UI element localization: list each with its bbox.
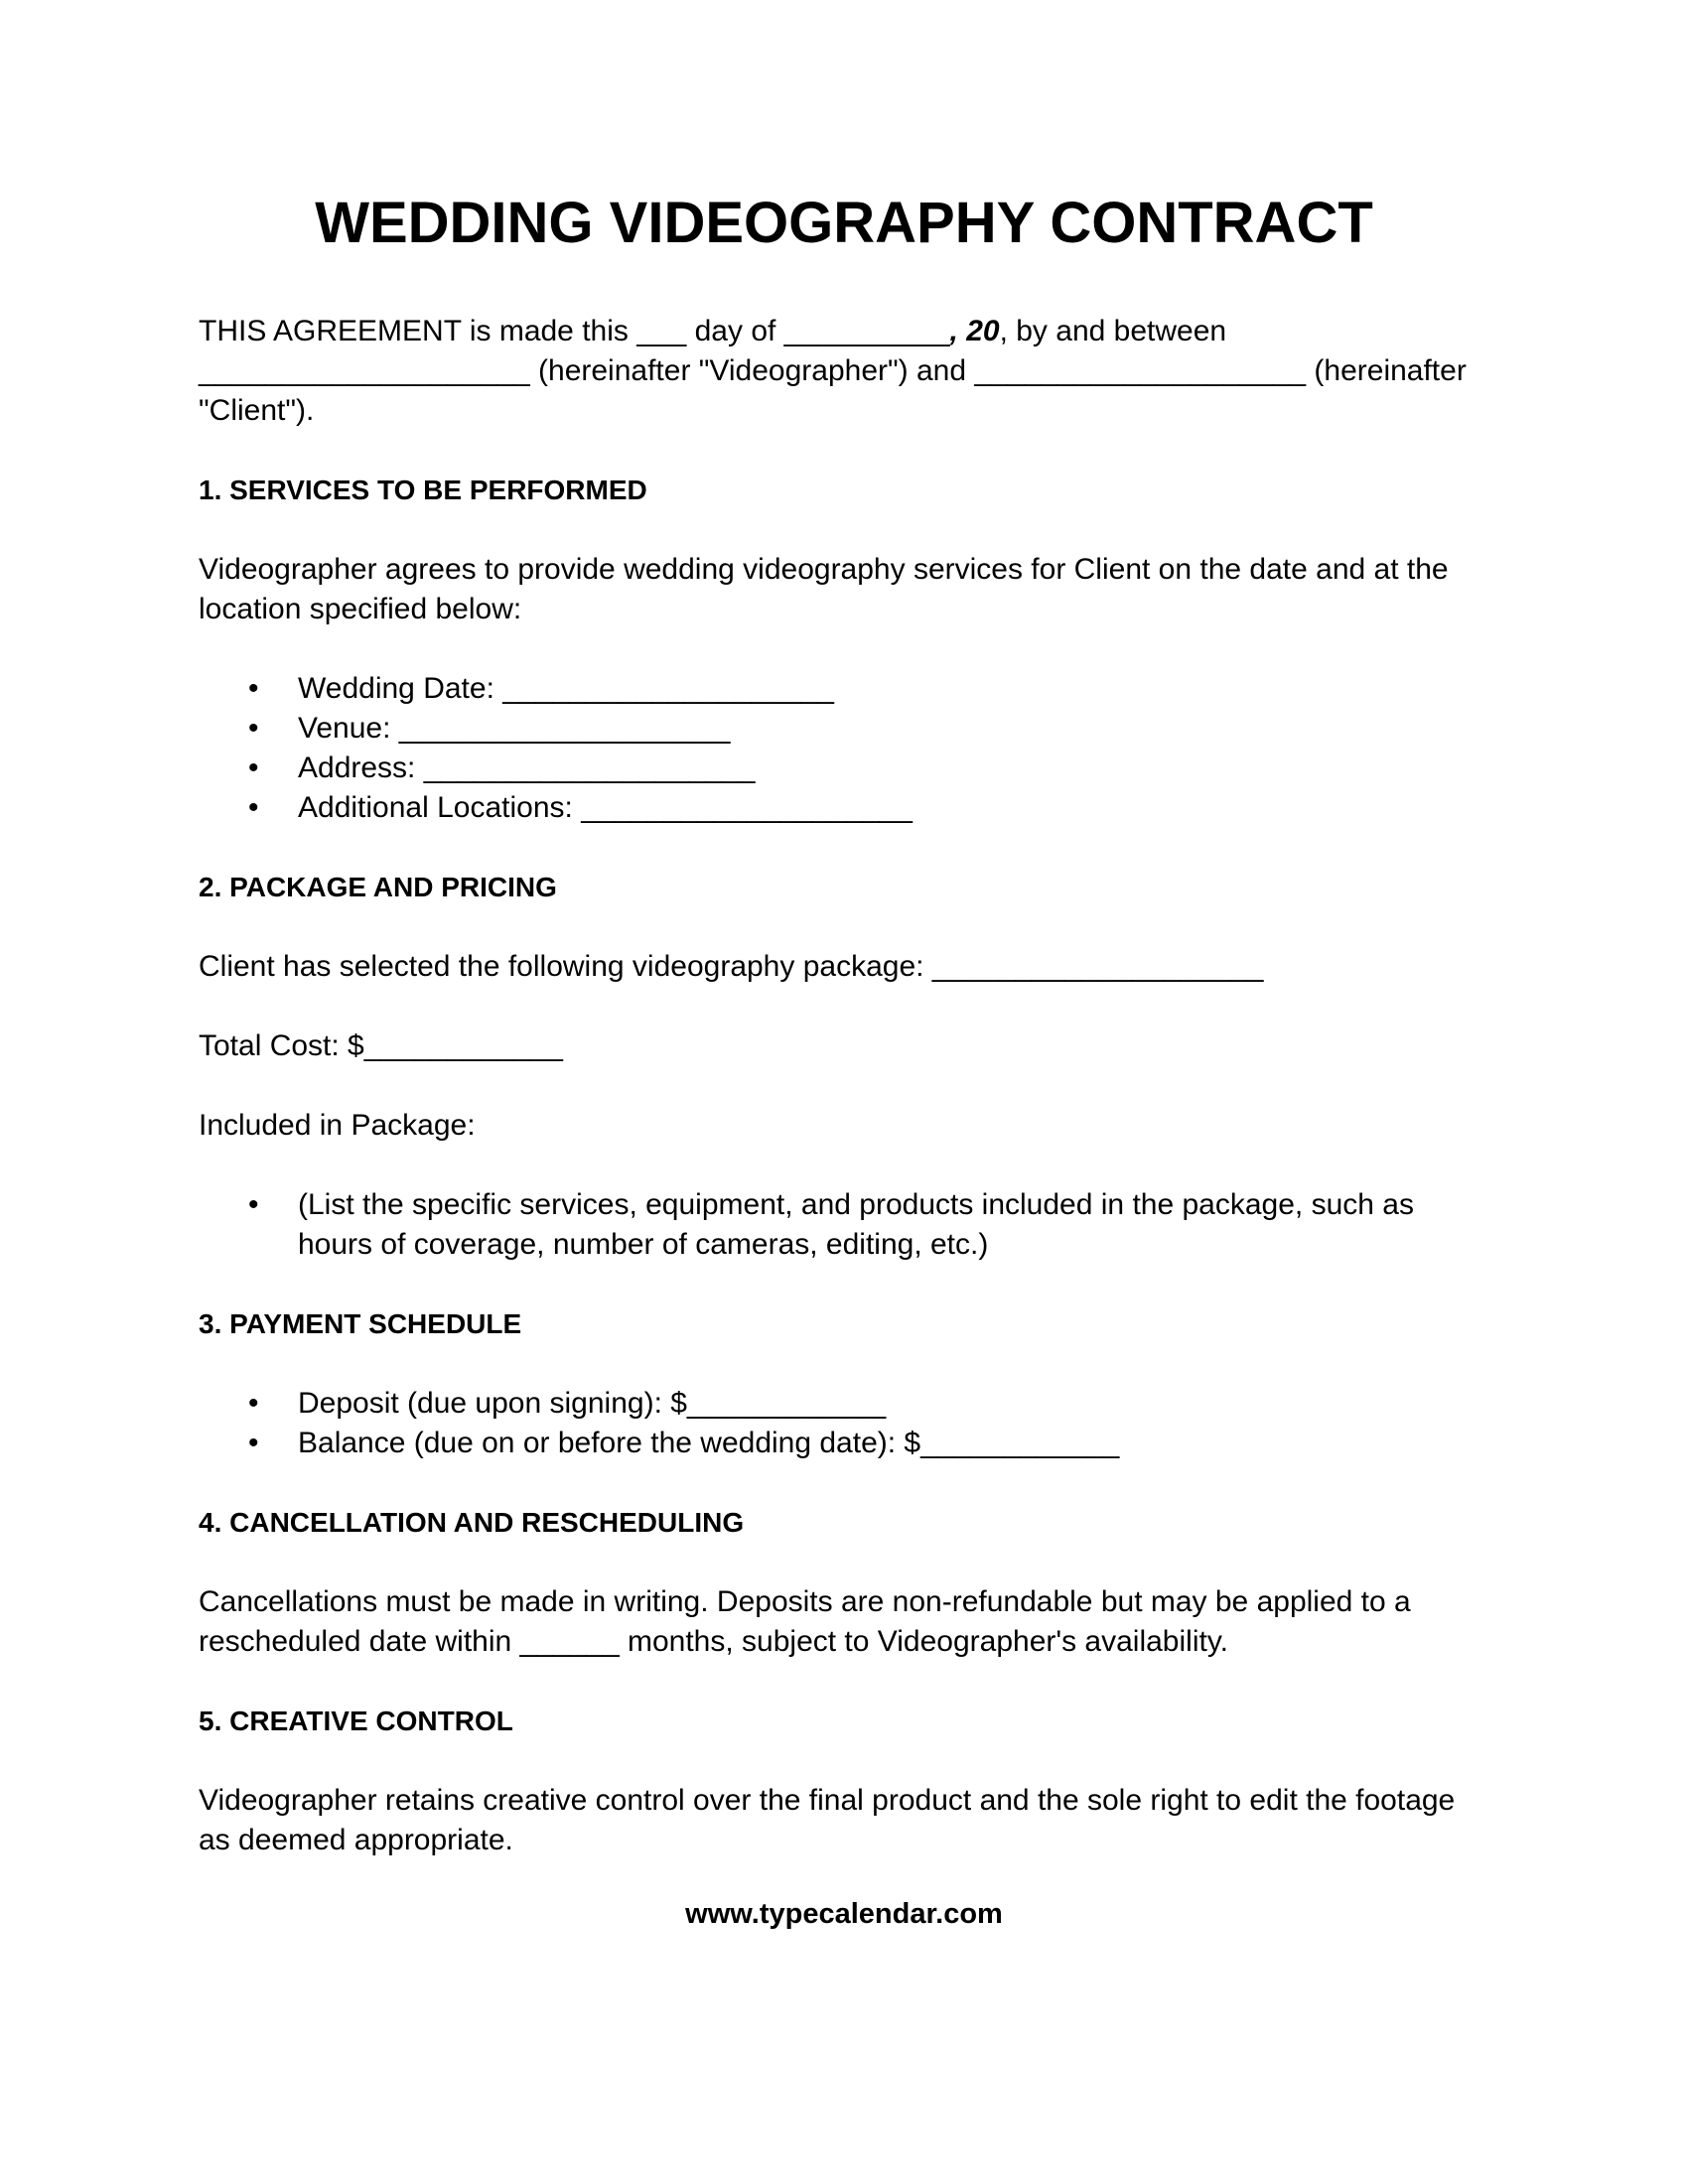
intro-text-1: THIS AGREEMENT is made this ___ day of __________ — [199, 315, 950, 347]
bullet-icon: • — [248, 1427, 259, 1459]
bullet-icon: • — [248, 712, 259, 745]
services-list — [199, 669, 1489, 828]
intro-paragraph — [199, 312, 1489, 431]
section-heading-services: 1. SERVICES TO BE PERFORMED — [199, 475, 647, 505]
bullet-icon: • — [248, 751, 259, 784]
list-item — [199, 1384, 1489, 1424]
section-heading-cancellation: 4. CANCELLATION AND RESCHEDULING — [199, 1507, 745, 1538]
included-label: Included in Package: — [199, 1109, 476, 1142]
package-items-list — [199, 1185, 1489, 1265]
package-selected-paragraph: Client has selected the following videography package: ____________________ — [199, 950, 1264, 983]
footer-url: www.typecalendar.com — [685, 1898, 1003, 1930]
total-cost-paragraph: Total Cost: $____________ — [199, 1029, 563, 1062]
section-heading-payment: 3. PAYMENT SCHEDULE — [199, 1308, 522, 1339]
list-item — [199, 1185, 1489, 1265]
cancellation-paragraph: Cancellations must be made in writing. Deposits are non-refundable but may be applied to a rescheduled date within ______ months, subject to Videographer's availability. — [199, 1585, 1411, 1658]
section-heading-creative: 5. CREATIVE CONTROL — [199, 1706, 513, 1736]
document-title: WEDDING VIDEOGRAPHY CONTRACT — [315, 191, 1373, 255]
package-items-instructions: (List the specific services, equipment, and products included in the package, such as hours of coverage, number of cameras, editing, etc.) — [298, 1188, 1414, 1261]
services-paragraph: Videographer agrees to provide wedding videography services for Client on the date and at the location specified below: — [199, 553, 1449, 625]
list-item — [199, 749, 1489, 788]
section-heading-package: 2. PACKAGE AND PRICING — [199, 872, 557, 902]
payment-list — [199, 1384, 1489, 1463]
list-item — [199, 1424, 1489, 1463]
additional-locations-field: Additional Locations: ____________________ — [298, 791, 913, 824]
creative-paragraph: Videographer retains creative control over the final product and the sole right to edit the footage as deemed appropriate. — [199, 1784, 1456, 1856]
bullet-icon: • — [248, 672, 259, 705]
address-field: Address: ____________________ — [298, 751, 756, 784]
bullet-icon: • — [248, 1188, 259, 1221]
deposit-field: Deposit (due upon signing): $____________ — [298, 1387, 887, 1420]
venue-field: Venue: ____________________ — [298, 712, 731, 745]
bullet-icon: • — [248, 1387, 259, 1420]
wedding-date-field: Wedding Date: ____________________ — [298, 672, 834, 705]
intro-year-emphasis: , 20 — [949, 315, 1000, 347]
list-item — [199, 709, 1489, 749]
document-body — [199, 312, 1489, 1900]
list-item — [199, 669, 1489, 709]
balance-field: Balance (due on or before the wedding date): $____________ — [298, 1427, 1120, 1459]
intro-text-2: , by and between ____________________ (hereinafter "Videographer") and ____________________ (hereinafter "Client"). — [199, 315, 1467, 427]
list-item — [199, 788, 1489, 828]
bullet-icon: • — [248, 791, 259, 824]
